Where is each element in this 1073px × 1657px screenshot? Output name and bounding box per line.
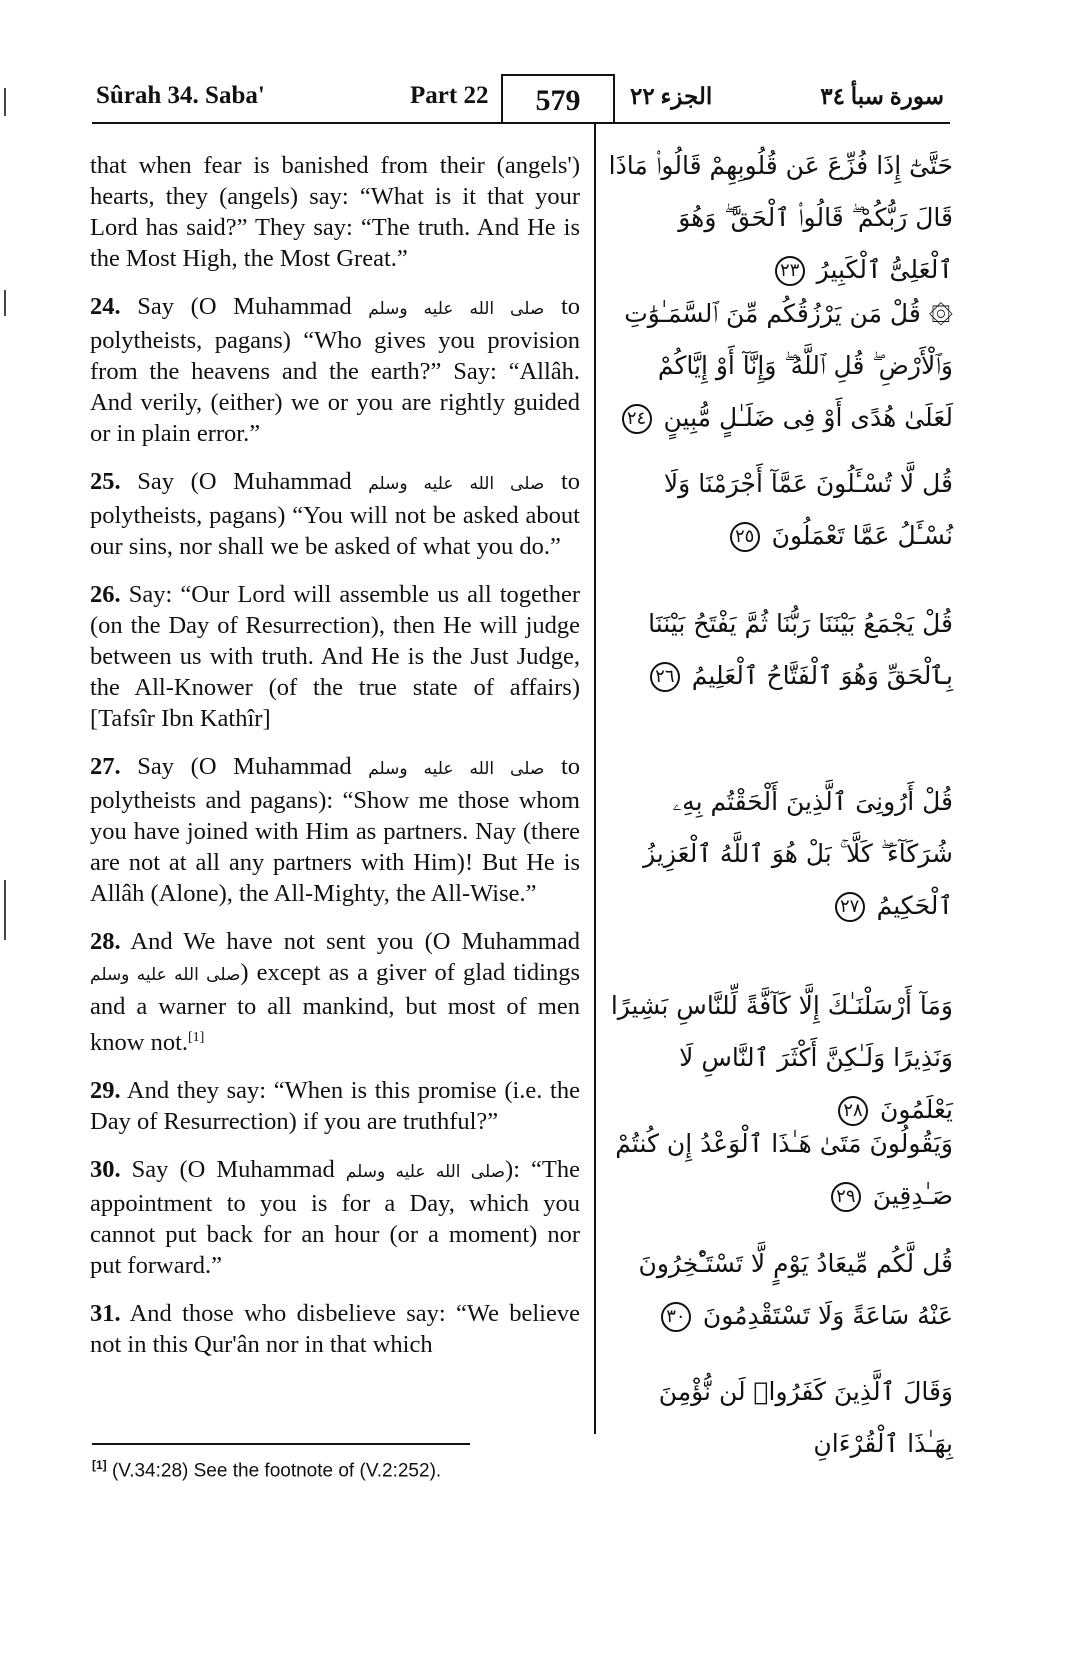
- verse-30: 30. Say (O Muhammad صلى الله عليه وسلم): “The appointment to you is for a Day, which you cannot put back for an hour (or a moment) nor put forward.”: [90, 1156, 580, 1280]
- salawat-text: صلى الله عليه وسلم: [368, 759, 545, 779]
- ayah-number-mark: ٢٦: [650, 662, 680, 692]
- verse-number: 27.: [90, 753, 121, 780]
- column-divider: [594, 124, 596, 1434]
- footnote-ref: [1]: [188, 1030, 205, 1045]
- arabic-verse-24: ۞ قُلْ مَن يَرْزُقُكُم مِّنَ ٱلسَّمَـٰوَٰتِ وَٱلْأَرْضِ ۖ قُلِ ٱللَّهُ ۖ وَإِنَّآ أَوْ إِيَّاكُمْ لَعَلَىٰ هُدًى أَوْ فِى ضَلَـٰلٍ مُّبِينٍ ٢٤: [608, 288, 953, 444]
- footnote-rule: [92, 1443, 470, 1445]
- verse-27: 27. Say (O Muhammad صلى الله عليه وسلم to polytheists and pagans): “Show me those whom you have joined with Him as partners. Nay (there are not at all any partners with Him)! But He is Allâh (Alone), the All-Mighty, the All-Wise.”: [90, 753, 581, 907]
- arabic-verse-31: وَقَالَ ٱلَّذِينَ كَفَرُوا۟ لَن نُّؤْمِنَ بِهَـٰذَا ٱلْقُرْءَانِ: [658, 1377, 953, 1458]
- part-label: Part 22: [410, 82, 489, 109]
- footnote-text: (V.34:28) See the footnote of (V.2:252).: [106, 1460, 442, 1482]
- ayah-number-mark: ٢٤: [622, 404, 652, 434]
- margin-mark: [4, 290, 6, 316]
- verse-number: 26.: [90, 581, 121, 608]
- arabic-verse-27: قُلْ أَرُونِىَ ٱلَّذِينَ أَلْحَقْتُم بِهِۦ شُرَكَآءَ ۖ كَلَّا ۚ بَلْ هُوَ ٱللَّهُ ٱلْعَزِيزُ ٱلْحَكِيمُ ٢٧: [643, 787, 953, 920]
- salawat-text: صلى الله عليه وسلم: [90, 965, 241, 985]
- ayah-number-mark: ٢٧: [835, 892, 865, 922]
- margin-mark: [4, 880, 6, 940]
- header-rule: [92, 122, 950, 124]
- salawat-text: صلى الله عليه وسلم: [368, 474, 545, 494]
- verse-number: 25.: [90, 468, 121, 495]
- verse-28: 28. And We have not sent you (O Muhammad صلى الله عليه وسلم) except as a giver of glad tidings and a warner to all mankind, but most of men know not.[1]: [90, 928, 580, 1057]
- ayah-number-mark: ٢٩: [831, 1182, 861, 1212]
- arabic-verse-23: حَتَّىٰٓ إِذَا فُزِّعَ عَن قُلُوبِهِمْ قَالُوا۟ مَاذَا قَالَ رَبُّكُمْ ۖ قَالُوا۟ ٱلْحَقَّ ۖ وَهُوَ ٱلْعَلِىُّ ٱلْكَبِيرُ ٢٣: [608, 151, 953, 284]
- verse-number: 28.: [90, 928, 121, 955]
- footnote: [92, 1458, 441, 1482]
- verse-24: 24. Say (O Muhammad صلى الله عليه وسلم to polytheists, pagans) “Who gives you provision from the heavens and the earth?” Say: “Allâh. And verily, (either) we or you are rightly guided or in plain error.”: [90, 293, 581, 447]
- salawat-text: صلى الله عليه وسلم: [345, 1162, 506, 1183]
- arabic-verse-30: قُل لَّكُم مِّيعَادُ يَوْمٍ لَّا تَسْتَـْٔخِرُونَ عَنْهُ سَاعَةً وَلَا تَسْتَقْدِمُونَ ٣٠: [638, 1249, 953, 1330]
- page-number: 579: [501, 74, 615, 124]
- verse-29: 29. And they say: “When is this promise (i.e. the Day of Resurrection) if you are truthful?”: [90, 1077, 580, 1136]
- surah-title: Sûrah 34. Saba': [96, 82, 265, 109]
- arabic-verse-29: وَيَقُولُونَ مَتَىٰ هَـٰذَا ٱلْوَعْدُ إِن كُنتُمْ صَـٰدِقِينَ ٢٩: [615, 1129, 953, 1210]
- footnote-marker: [1]: [92, 1458, 107, 1472]
- ayah-number-mark: ٢٨: [838, 1096, 868, 1126]
- juz-label-arabic: الجزء ٢٢: [630, 84, 713, 109]
- salawat-text: صلى الله عليه وسلم: [368, 299, 545, 319]
- arabic-verse-26: قُلْ يَجْمَعُ بَيْنَنَا رَبُّنَا ثُمَّ يَفْتَحُ بَيْنَنَا بِٱلْحَقِّ وَهُوَ ٱلْفَتَّاحُ ٱلْعَلِيمُ ٢٦: [648, 609, 953, 690]
- english-translation-column: [90, 150, 580, 1377]
- ayah-number-mark: ٢٥: [730, 522, 760, 552]
- margin-mark: [4, 88, 6, 116]
- verse-number: 30.: [90, 1156, 121, 1184]
- surah-title-arabic: سورة سبأ ٣٤: [820, 84, 944, 109]
- verse-23-cont: that when fear is banished from their (angels') hearts, they (angels) say: “What is it that your Lord has said?” They say: “The truth. And He is the Most High, the Most Great.”: [90, 152, 580, 272]
- verse-26: 26. Say: “Our Lord will assemble us all together (on the Day of Resurrection), then He will judge between us with truth. And He is the Just Judge, the All-Knower (of the true state of affairs) [Tafsîr Ibn Kathîr]: [90, 581, 580, 732]
- arabic-verse-25: قُل لَّا تُسْـَٔلُونَ عَمَّآ أَجْرَمْنَا وَلَا نُسْـَٔلُ عَمَّا تَعْمَلُونَ ٢٥: [663, 469, 953, 550]
- verse-number: 29.: [90, 1077, 121, 1105]
- arabic-verse-28: وَمَآ أَرْسَلْنَـٰكَ إِلَّا كَآفَّةً لِّلنَّاسِ بَشِيرًا وَنَذِيرًا وَلَـٰكِنَّ أَكْثَرَ ٱلنَّاسِ لَا يَعْلَمُونَ ٢٨: [610, 991, 953, 1124]
- verse-25: 25. Say (O Muhammad صلى الله عليه وسلم to polytheists, pagans) “You will not be asked about our sins, nor shall we be asked of what you do.”: [90, 468, 581, 560]
- verse-31: 31. And those who disbelieve say: “We believe not in this Qur'ân nor in that which: [90, 1300, 580, 1359]
- page-header: [90, 74, 950, 126]
- verse-number: 24.: [90, 293, 121, 320]
- ayah-number-mark: ٣٠: [661, 1302, 691, 1332]
- ayah-number-mark: ٢٣: [775, 256, 805, 286]
- verse-number: 31.: [90, 1300, 121, 1328]
